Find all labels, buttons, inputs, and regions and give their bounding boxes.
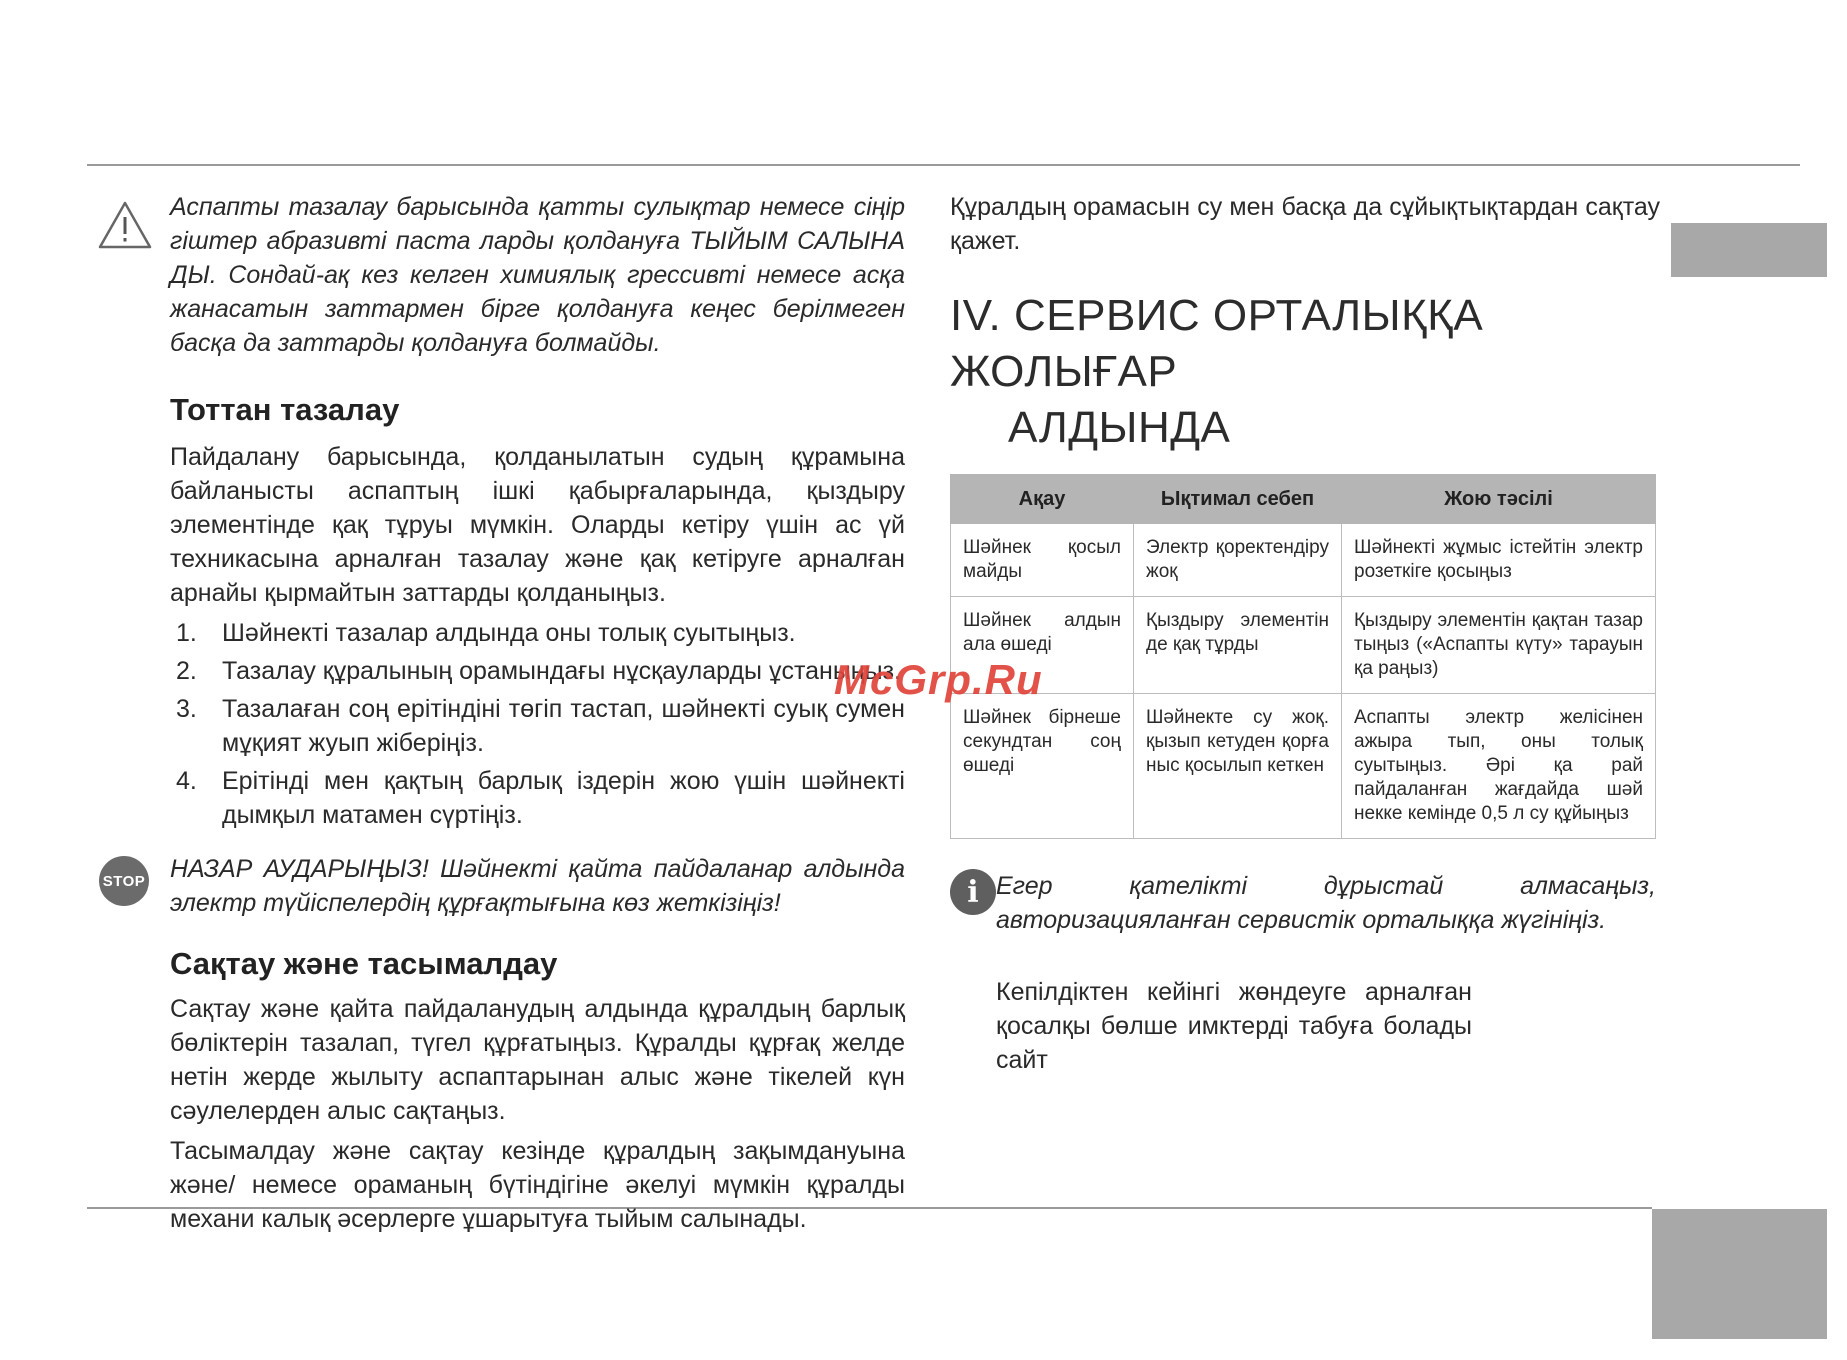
table-row [951,694,1656,839]
section-title-line-2: АЛДЫНДА [1008,403,1231,452]
side-tab-lower [1652,1209,1827,1339]
troubleshooting-table [950,474,1656,839]
stop-text: НАЗАР АУДАРЫҢЫЗ! Шәйнекті қайта пайдаланар алдында электр түйіспелердің құрғақтығына көз жеткізіңіз! [170,855,905,917]
table-cell: Электр қоректендіру жоқ [1134,524,1342,597]
info-block [950,869,1656,937]
descale-steps [170,616,905,832]
spare-parts-note: Кепілдіктен кейінгі жөндеуге арналған қосалқы бөлше имктерді табуға болады сайт [996,978,1472,1074]
step-item: 1. Шәйнекті тазалар алдында оны толық суытыңыз. [176,619,796,647]
warning-text: Аспапты тазалау барысында қатты сулықтар немесе сіңір гіштер абразивті паста ларды қолдануға ТЫЙЫМ САЛЫНА ДЫ. Сондай-ақ кез келген химиялық грессивті немесе асқа жанасатын заттармен бірге қолдануға кеңес берілмеген басқа да заттарды қолдануға болмайды. [170,193,905,357]
section-title [950,288,1660,456]
step-item: 2. Тазалау құралының орамындағы нұсқауларды ұстаныңыз. [176,657,901,685]
stop-icon: STOP [99,856,149,906]
table-cell: Аспапты электр желісінен ажыра тып, оны толық суытыңыз. Әрі қа рай пайдаланған жағдайда шәй некке кемінде 0,5 л су құйыңыз [1342,694,1656,839]
table-cell: Шәйнек алдын ала өшеді [951,597,1134,694]
table-cell: Шәйнекте су жоқ. қызып кетуден қорға ныс қосылып кеткен [1134,694,1342,839]
table-row [951,597,1656,694]
storage-heading: Сақтау және тасымалдау [170,946,558,981]
header-cause: Ықтимал себеп [1134,475,1342,524]
table-cell: Қыздыру элементін қақтан тазар тыңыз («Аспапты күту» тарауын қа раңыз) [1342,597,1656,694]
table-header-row [951,475,1656,524]
descale-heading: Тоттан тазалау [170,392,400,427]
info-icon: i [950,869,996,915]
table-row [951,524,1656,597]
table-cell: Қыздыру элементін де қақ тұрды [1134,597,1342,694]
storage-paragraph-2: Тасымалдау және сақтау кезінде құралдың зақымдануына және/ немесе ораманың бүтіндігіне әкелуі мүмкін құралды механи калық әсерлерге ұшарытуға тыйым салынады. [170,1137,905,1233]
info-text: Егер қателікті дұрыстай алмасаңыз, авторизацияланған сервистік орталыққа жүгініңіз. [996,872,1656,934]
side-tab-upper [1671,223,1827,277]
header-remedy: Жою тәсілі [1342,475,1656,524]
step-item: 4. Ерітінді мен қақтың барлық іздерін жою үшін шәйнекті дымқыл матамен сүртіңіз. [176,767,905,829]
watermark: McGrp.Ru [834,656,1043,703]
descale-intro: Пайдалану барысында, қолданылатын судың құрамына байланысты аспаптың ішкі қабырғаларында, қыздыру элементінде қақ тұруы мүмкін. Оларды кетіру үшін ас үй техникасына арналған тазалау және қақ кетіруге арналған арнайы қырмайтын заттарды қолданыңыз. [170,443,905,607]
top-rule [87,164,1800,166]
section-title-line-1: IV. СЕРВИС ОРТАЛЫҚҚА ЖОЛЫҒАР [950,291,1484,396]
packaging-note: Құралдың орамасын су мен басқа да сұйықтықтардан сақтау қажет. [950,193,1660,255]
stop-block [95,852,905,920]
warning-block [95,190,905,360]
left-column [102,190,905,1236]
step-item: 3. Тазалаған соң ерітіндіні төгіп тастап, шәйнекті суық сумен мұқият жуып жіберіңіз. [176,695,905,757]
header-fault: Ақау [951,475,1134,524]
table-cell: Шәйнекті жұмыс істейтін электр розеткіге қосыңыз [1342,524,1656,597]
storage-paragraph-1: Сақтау және қайта пайдаланудың алдында құралдың барлық бөліктерін тазалап, түгел құрғатыңыз. Құралды құрғақ желде нетін жерде жылыту аспаптарынан алыс және тікелей күн сәулелерден алыс сақтаңыз. [170,995,905,1125]
table-cell: Шәйнек бірнеше секундтан соң өшеді [951,694,1134,839]
right-column [950,190,1660,1077]
warning-triangle-icon [97,200,153,250]
table-cell: Шәйнек қосыл майды [951,524,1134,597]
